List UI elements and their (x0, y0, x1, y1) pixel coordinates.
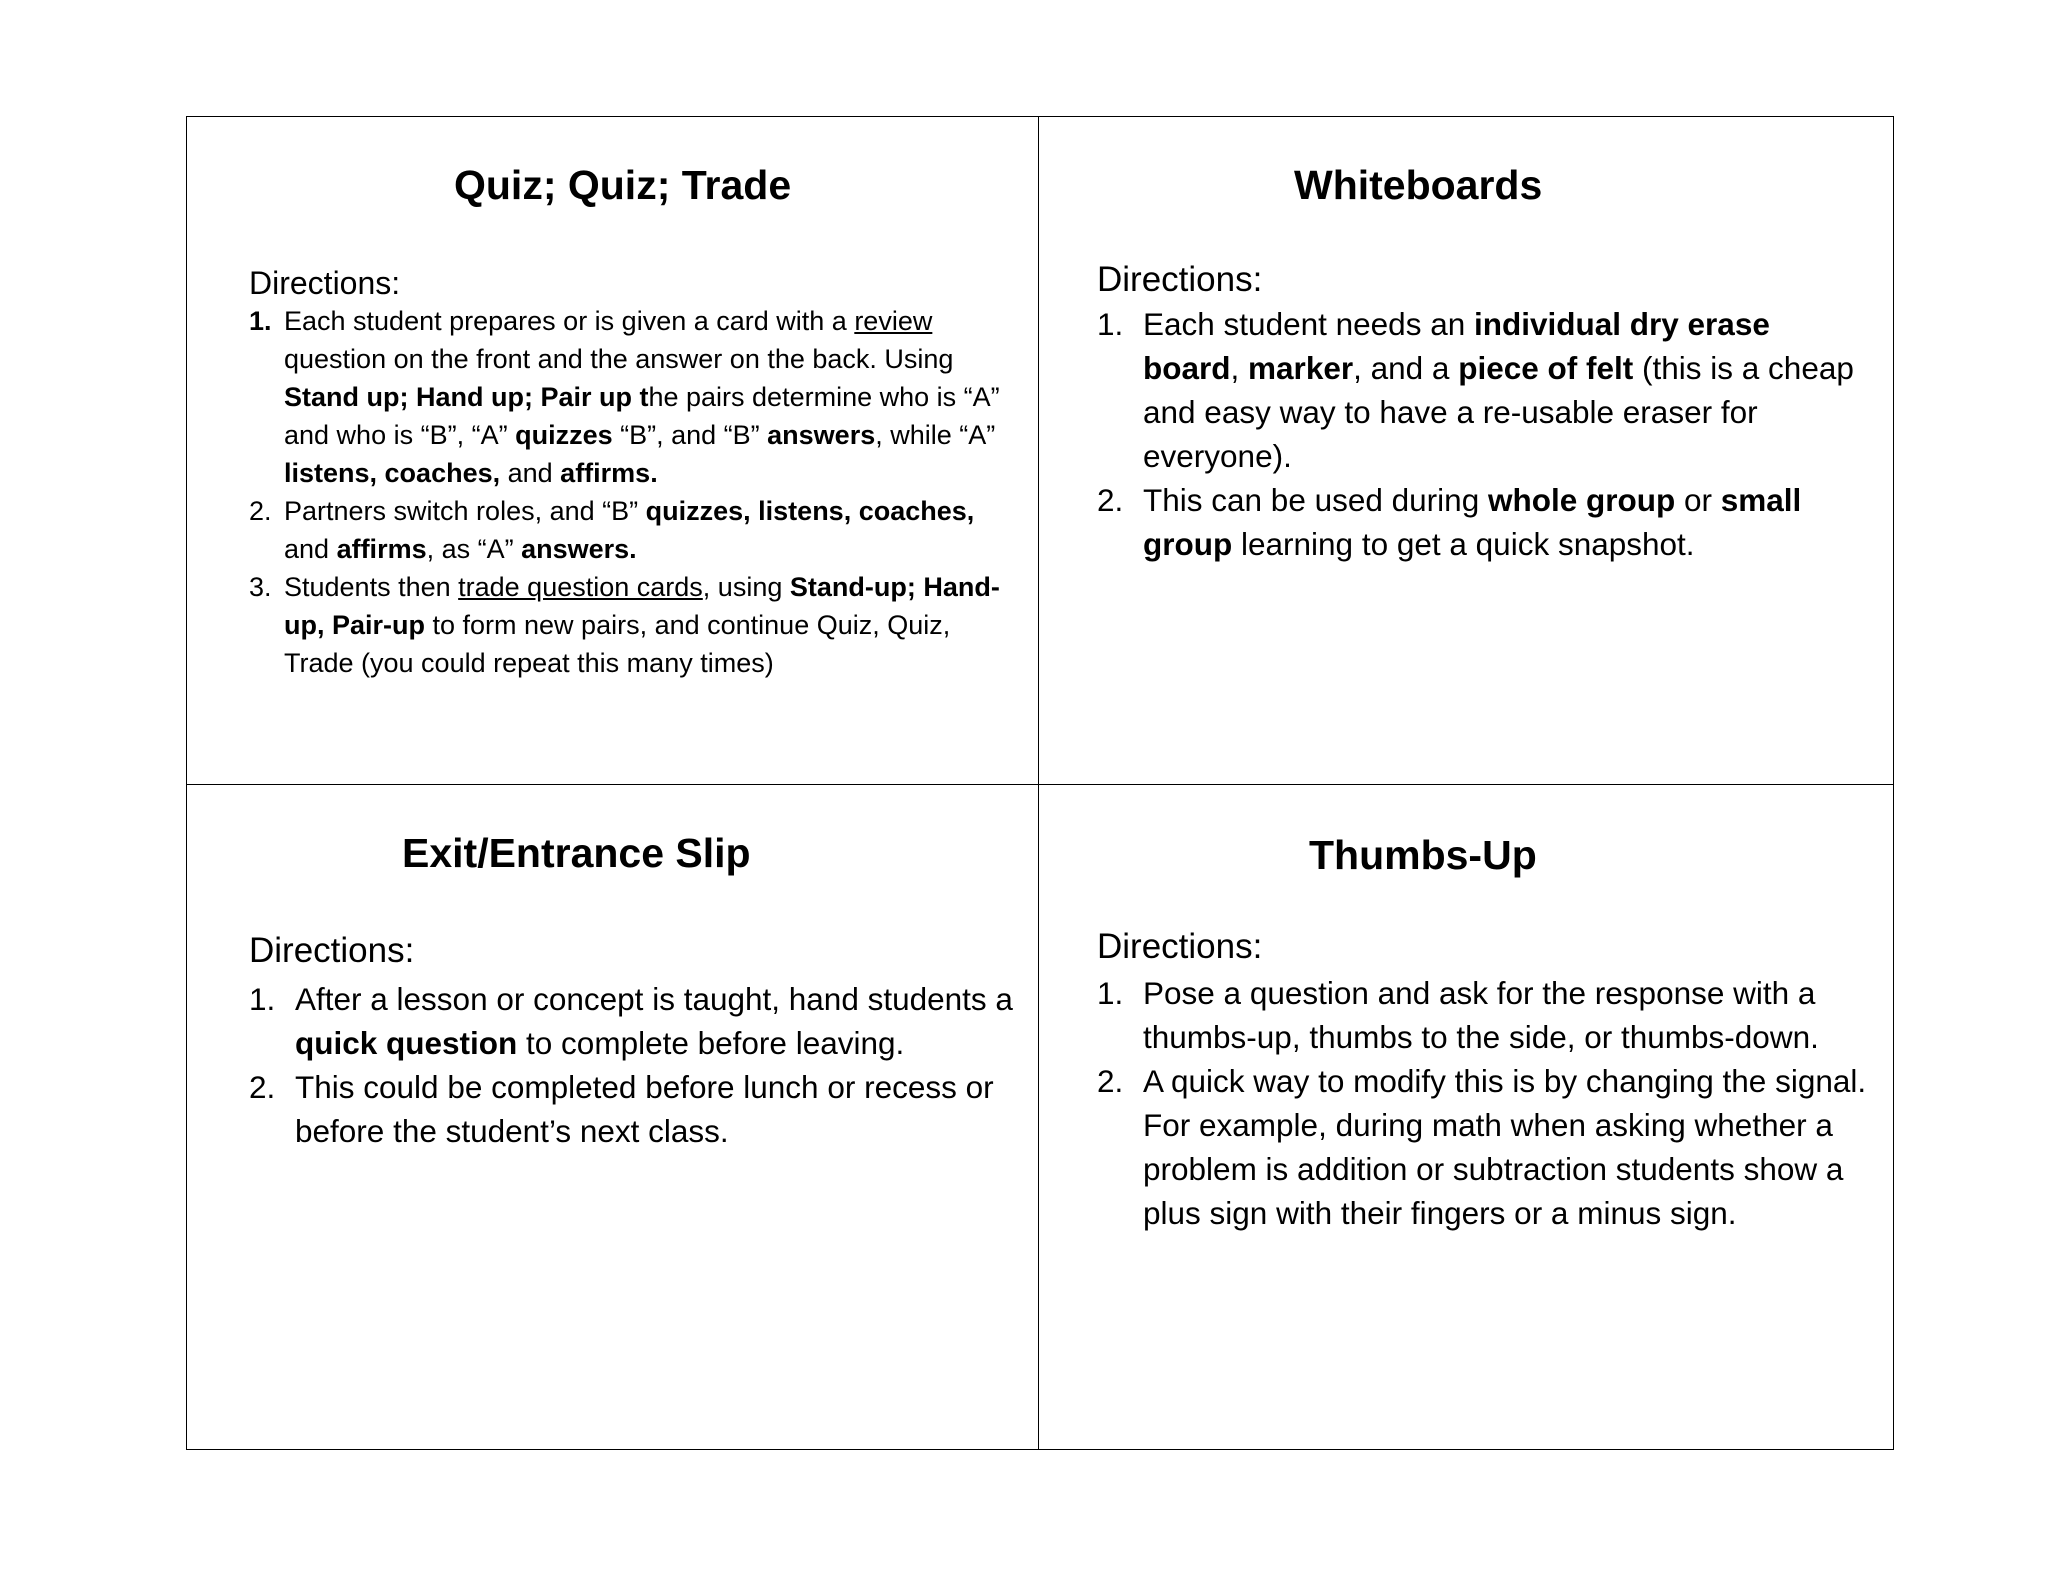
step-text (1143, 1063, 1866, 1231)
step-text-segment: , and a (1353, 350, 1459, 386)
bold-text: answers. (521, 534, 637, 564)
step-text-segment: or (1675, 482, 1721, 518)
underlined-text: trade question cards (458, 572, 703, 602)
step-number: 1. (1097, 306, 1124, 342)
list-item (1097, 971, 1867, 1059)
step-text (284, 306, 1000, 488)
step-text-segment: , using (702, 572, 790, 602)
directions-label: Directions: (1097, 260, 1263, 299)
step-text-segment: , as “A” (426, 534, 522, 564)
step-number: 1. (249, 306, 272, 336)
card-quiz-quiz-trade (187, 117, 1039, 785)
step-text (1143, 482, 1801, 562)
list-item (249, 977, 1019, 1065)
card-title: Exit/Entrance Slip (402, 830, 751, 876)
step-text-segment: Pose a question and ask for the response with a thumbs-up, thumbs to the side, or thumbs-down. (1143, 975, 1819, 1055)
bold-text: Stand-up; Hand-up, Pair-up (284, 572, 1000, 640)
list-item (1097, 302, 1867, 478)
card-whiteboards (1039, 117, 1893, 785)
bold-text: answers (767, 420, 876, 450)
step-text-segment: and (500, 458, 561, 488)
list-item (249, 568, 1009, 682)
bold-text: affirms. (560, 458, 658, 488)
bold-text: quizzes (515, 420, 613, 450)
bold-text: whole group (1487, 482, 1676, 518)
directions-label: Directions: (249, 265, 401, 301)
step-text (295, 1069, 994, 1149)
list-item (1097, 1059, 1867, 1235)
step-number: 1. (1097, 975, 1124, 1011)
step-text-segment: , (1230, 350, 1249, 386)
step-text-segment: , while “A” (875, 420, 996, 450)
step-text-segment: A quick way to modify this is by changing the signal. For example, during math when asking whether a problem is addition or subtraction students show a plus sign with their fingers or a minus sign. (1143, 1063, 1867, 1231)
step-text (284, 572, 1000, 678)
list-item (249, 1065, 1019, 1153)
step-text (1143, 306, 1854, 474)
step-text-segment: “B”, and “B” (612, 420, 768, 450)
step-text (1143, 975, 1819, 1055)
step-number: 2. (1097, 482, 1124, 518)
step-text-segment: to form new pairs, and continue Quiz, Quiz, Trade (you could repeat this many times) (284, 610, 951, 678)
step-text-segment: question on the front and the answer on the back. Using (284, 344, 954, 374)
step-text-segment: learning to get a quick snapshot. (1232, 526, 1695, 562)
card-title: Quiz; Quiz; Trade (454, 162, 792, 208)
directions-list (249, 977, 1019, 1153)
step-text-segment: and (284, 534, 337, 564)
step-text-segment: This could be completed before lunch or recess or before the student’s next class. (295, 1069, 994, 1149)
bold-text: individual dry erase board (1143, 306, 1770, 386)
step-text-segment: Each student needs an (1143, 306, 1474, 342)
step-number: 2. (1097, 1063, 1124, 1099)
card-thumbs-up (1039, 785, 1893, 1449)
bold-text: quizzes, listens, coaches, (645, 496, 975, 526)
step-number: 2. (249, 1069, 276, 1105)
underlined-text: review (854, 306, 933, 336)
cards-grid (186, 116, 1894, 1450)
bold-text: quick question (295, 1025, 518, 1061)
card-exit-entrance-slip (187, 785, 1039, 1449)
step-text-segment: he pairs determine who is “A” and who is “B”, “A” (284, 382, 1000, 450)
directions-list (1097, 302, 1867, 566)
bold-text: listens, coaches, (284, 458, 501, 488)
directions-label: Directions: (249, 931, 415, 970)
directions-label: Directions: (1097, 927, 1263, 966)
step-text-segment: This can be used during (1143, 482, 1488, 518)
bold-text: affirms (336, 534, 427, 564)
bold-text: small group (1143, 482, 1802, 562)
step-text-segment: After a lesson or concept is taught, hand students a (295, 981, 1013, 1017)
step-text-segment: to complete before leaving. (517, 1025, 905, 1061)
step-number: 3. (249, 572, 272, 602)
bold-text: piece of felt (1458, 350, 1634, 386)
list-item (249, 492, 1009, 568)
step-text (295, 981, 1013, 1061)
bold-text: Stand up; Hand up; Pair up t (284, 382, 649, 412)
card-title: Whiteboards (1294, 162, 1543, 208)
list-item (1097, 478, 1867, 566)
bold-text: marker (1248, 350, 1354, 386)
step-number: 1. (249, 981, 276, 1017)
step-number: 2. (249, 496, 272, 526)
step-text (284, 496, 974, 564)
card-title: Thumbs-Up (1309, 832, 1537, 878)
list-item (249, 302, 1009, 492)
step-text-segment: Students then (284, 572, 459, 602)
directions-list (1097, 971, 1867, 1235)
step-text-segment: Partners switch roles, and “B” (284, 496, 646, 526)
step-text-segment: (this is a cheap and easy way to have a re-usable eraser for everyone). (1143, 350, 1854, 474)
directions-list (249, 302, 1009, 682)
step-text-segment: Each student prepares or is given a card with a (284, 306, 855, 336)
